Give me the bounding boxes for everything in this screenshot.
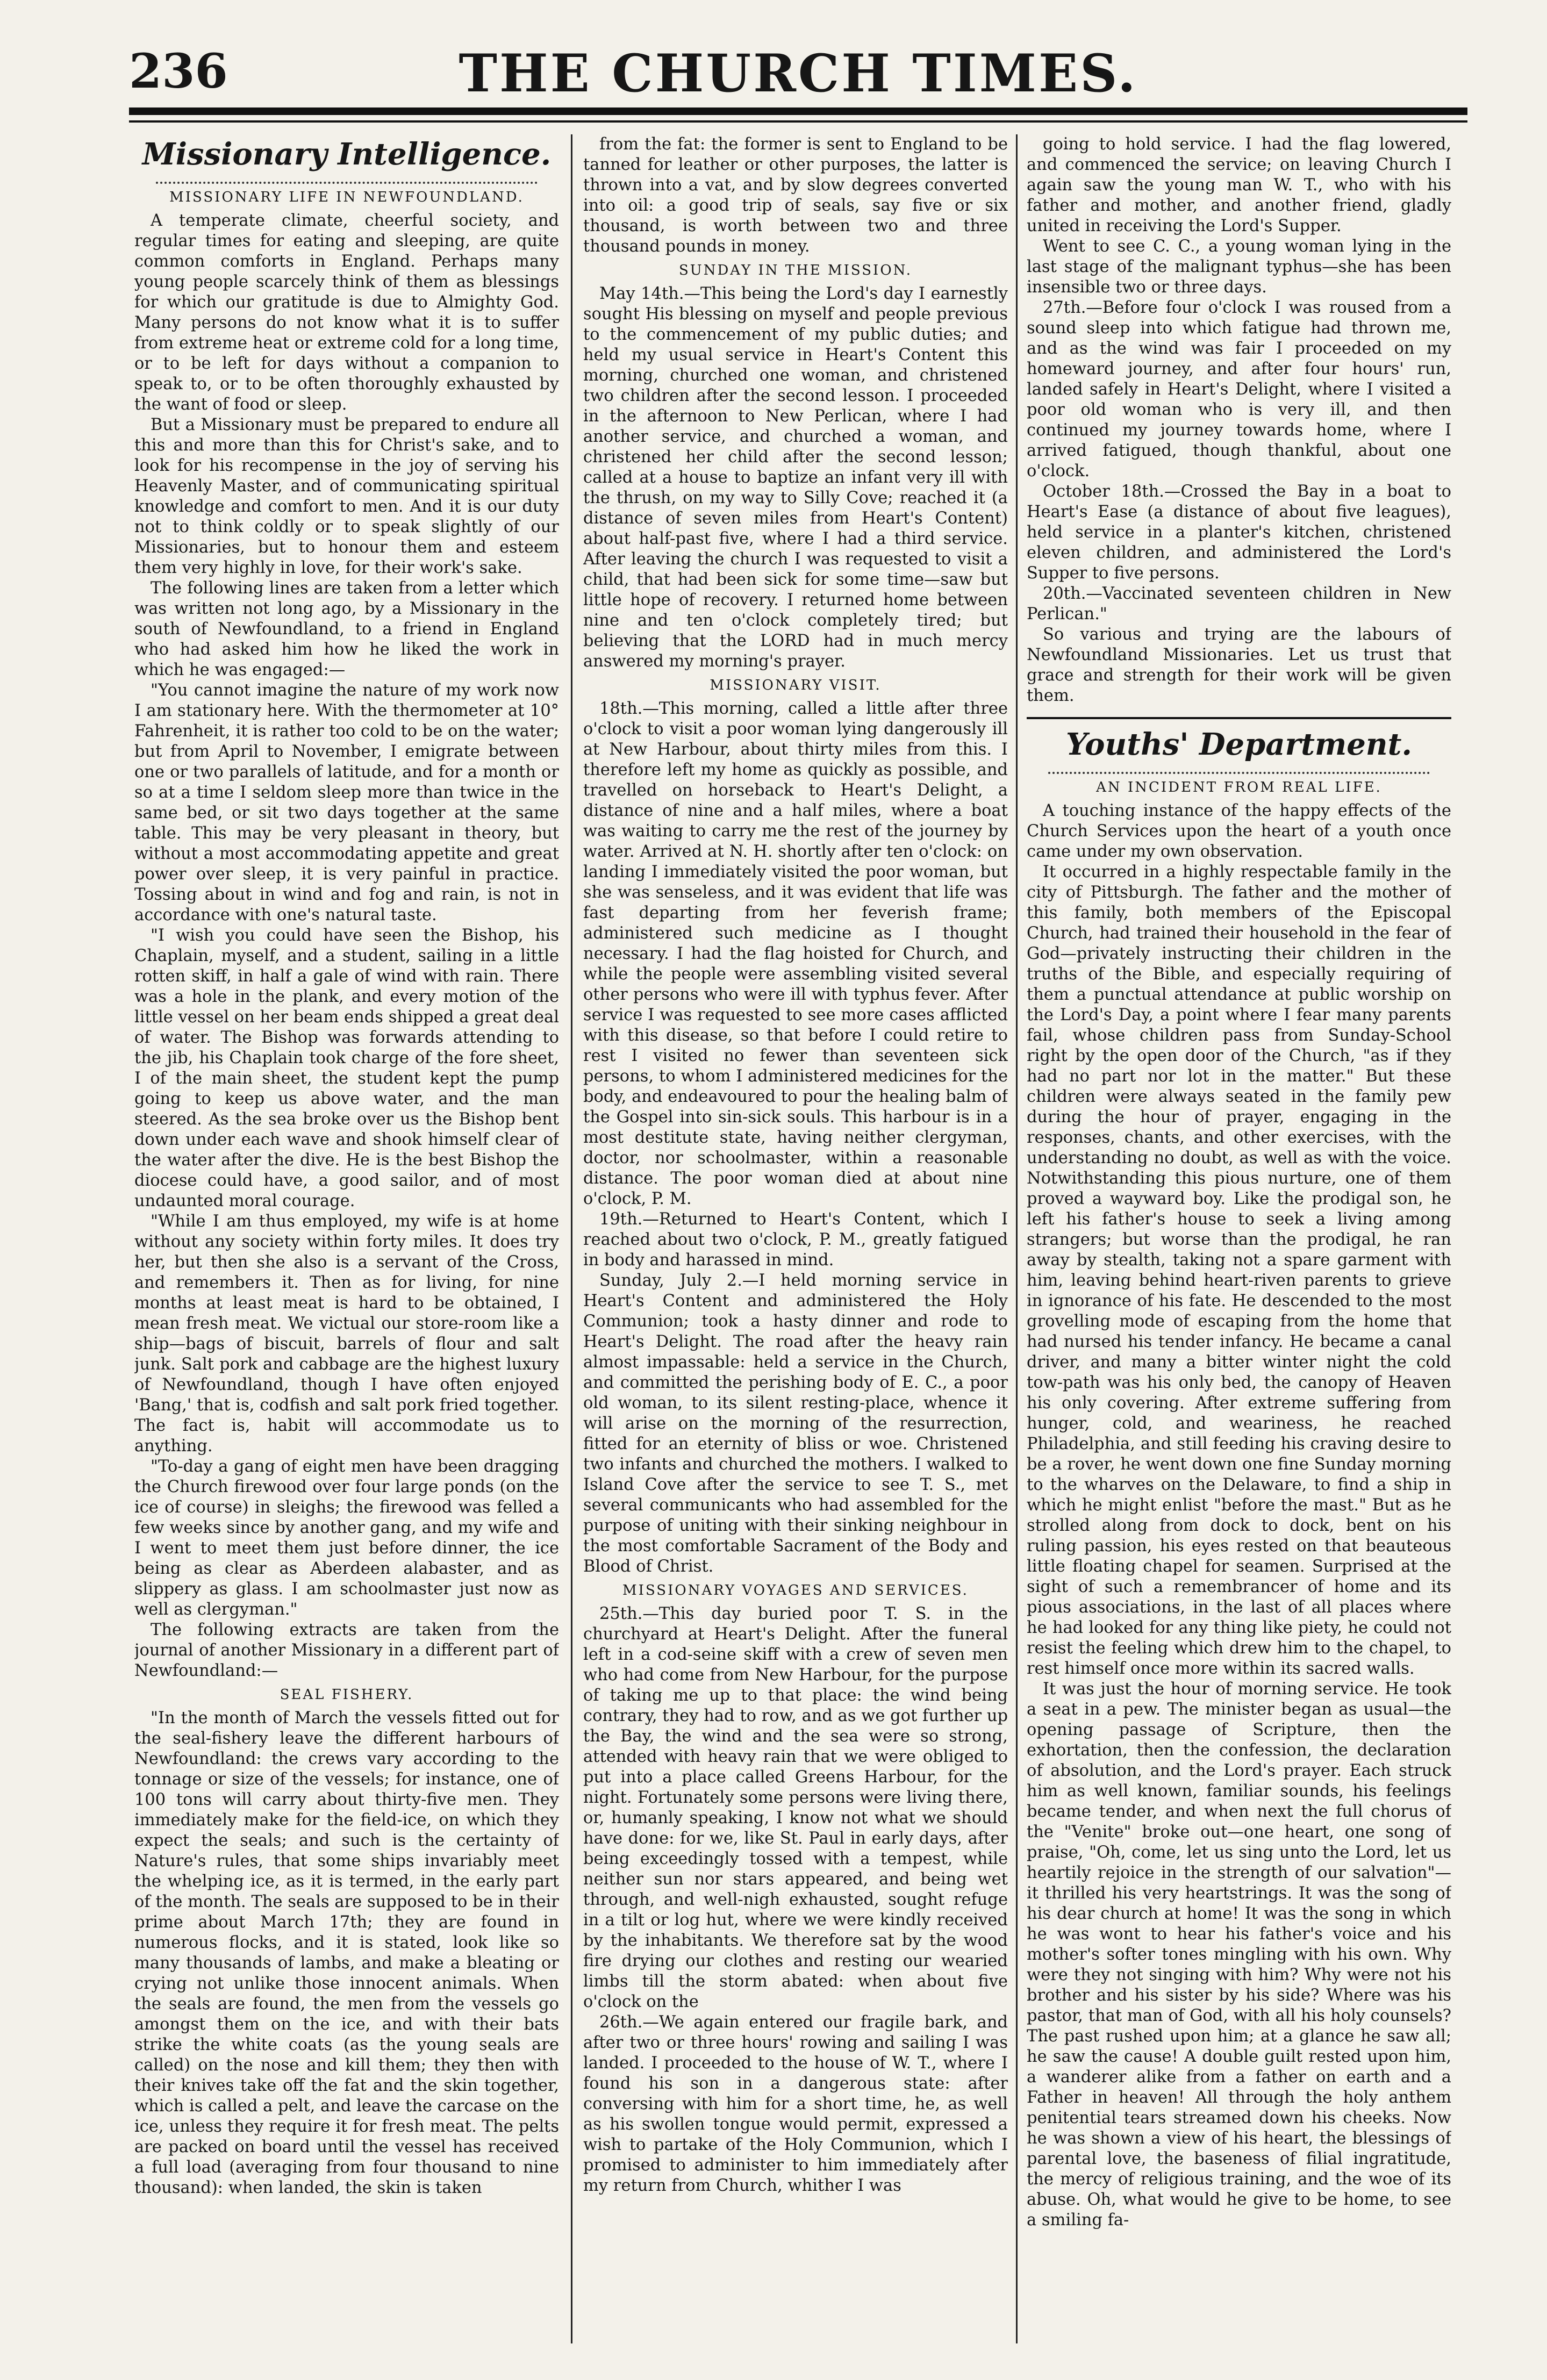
section-title: Youths' Department. bbox=[1066, 727, 1412, 762]
paragraph: A temperate climate, cheerful society, and regular times for eating and sleeping, are quite common comforts in England. Perhaps many young people scarcely think of them as blessings for which our gratitude is due to Almighty God. Many persons do not know what it is to suffer from extreme heat or extreme cold for a long time, or to be left for days without a companion to speak to, or to be often thoroughly exhausted by the want of food or sleep. bbox=[134, 211, 559, 414]
paragraph: from the fat: the former is sent to England to be tanned for leather or other purposes, the latter is thrown into a vat, and by slow degrees converted into oil: a good trip of seals, say five or six thousand, is worth between two and three thousand pounds in money. bbox=[583, 135, 1008, 256]
paragraph: "While I am thus employed, my wife is at home without any society within forty miles. It does try her, but then she also is a servant of the Cross, and remembers it. Then as for living, for nine months at least meat is hard to be obtained, I mean fresh meat. We victual our store-room like a ship—bags of biscuit, barrels of flour and salt junk. Salt pork and cabbage are the highest luxury of Newfoundland, though I have often enjoyed 'Bang,' that is, codfish and salt pork fried together. The fact is, habit will accommodate us to anything. bbox=[134, 1212, 559, 1456]
paragraph: But a Missionary must be prepared to endure all this and more than this for Christ's sake, and to look for his recompense in the joy of serving his Heavenly Master, and of communicating spiritual knowledge and comfort to men. And it is our duty not to think coldly or to speak slightly of our Missionaries, but to honour them and esteem them very highly in love, for their work's sake. bbox=[134, 415, 559, 577]
article-subhead: MISSIONARY VOYAGES AND SERVICES. bbox=[622, 1582, 969, 1598]
ornamental-rule bbox=[156, 175, 538, 184]
paragraph: Sunday, July 2.—I held morning service in Heart's Content and administered the Holy Communion; took a hasty dinner and rode to Heart's Delight. The road after the heavy rain almost impassable: held a service in the Church, and committed the perishing body of E. C., a poor old woman, to its silent resting-place, whence it will arise on the morning of the resurrection, fitted for an eternity of bliss or woe. Christened two infants and churched the mothers. I walked to Island Cove after the service to see T. S., met several communicants who had assembled for the purpose of uniting with their sinking neighbour in the most comfortable Sacrament of the Body and Blood of Christ. bbox=[583, 1271, 1008, 1576]
paragraph: "I wish you could have seen the Bishop, his Chaplain, myself, and a student, sailing in a little rotten skiff, in half a gale of wind with rain. There was a hole in the plank, and every motion of the little vessel on her beam ends shipped a great deal of water. The Bishop was forwards attending to the jib, his Chaplain took charge of the fore sheet, I of the main sheet, the student kept the pump going to keep us above water, and the man steered. As the sea broke over us the Bishop bent down under each wave and shook himself clear of the water after the dive. He is the best Bishop the diocese could have, a good sailor, and of most undaunted moral courage. bbox=[134, 926, 559, 1210]
paragraph: "To-day a gang of eight men have been dragging the Church firewood over four large ponds (on the ice of course) in sleighs; the firewood was felled a few weeks since by another gang, and my wife and I went to meet them just before dinner, the ice being as clear as Aberdeen alabaster, and as slippery as glass. I am schoolmaster just now as well as clergyman." bbox=[134, 1457, 559, 1619]
header-rule-thick bbox=[129, 107, 1467, 115]
paragraph: going to hold service. I had the flag lowered, and commenced the service; on leaving Church I again saw the young man W. T., who with his father and mother, and another friend, gladly united in receiving the Lord's Supper. bbox=[1027, 135, 1451, 235]
page-number: 236 bbox=[129, 43, 228, 99]
paragraph: It occurred in a highly respectable family in the city of Pittsburgh. The father and the mother of this family, both members of the Episcopal Church, had trained their household in the fear of God—privately instructing their children in the truths of the Bible, and especially requiring of them a punctual attendance at public worship on the Lord's Day, a point where I fear many parents fail, whose children pass from Sunday-School right by the open door of the Church, "as if they had no part nor lot in the matter." But these children were always seated in the family pew during the hour of prayer, engaging in the responses, chants, and other exercises, with the understanding no doubt, as well as with the voice. Notwithstanding this pious nurture, one of them proved a wayward boy. Like the prodigal son, he left his father's house to seek a living among strangers; but worse than the prodigal, he ran away by stealth, taking not a spare garment with him, leaving behind heart-riven parents to grieve in ignorance of his fate. He descended to the most grovelling mode of escaping from the home that had nursed his tender infancy. He became a canal driver, and many a bitter winter night the cold tow-path was his only bed, the canopy of Heaven his only covering. After extreme suffering from hunger, cold, and weariness, he reached Philadelphia, and still feeding his craving desire to be a rover, he went down one fine Sunday morning to the wharves on the Delaware, to find a ship in which he might enlist "before the mast." But as he strolled along from dock to dock, bent on his ruling passion, his eyes rested on that beauteous little floating chapel for seamen. Surprised at the sight of such a remembrancer of home and its pious associations, in the last of all places where he had looked for any thing like piety, he could not resist the feeling which drew him to the chapel, to rest himself once more within its sacred walls. bbox=[1027, 863, 1451, 1678]
paragraph: 27th.—Before four o'clock I was roused from a sound sleep into which fatigue had thrown me, and as the wind was fair I proceeded on my homeward journey, and after four hours' run, landed safely in Heart's Delight, where I visited a poor old woman who is very ill, and then continued my journey towards home, where I arrived fatigued, though thankful, about one o'clock. bbox=[1027, 298, 1451, 481]
paragraph: So various and trying are the labours of Newfoundland Missionaries. Let us trust that grace and strength for their work will be given them. bbox=[1027, 625, 1451, 705]
paragraph: "In the month of March the vessels fitted out for the seal-fishery leave the different harbours of Newfoundland: the crews vary according to the tonnage or size of the vessels; for instance, one of 100 tons will carry about thirty-five men. They immediately make for the field-ice, on which they expect the seals; and such is the certainty of Nature's rules, that some ships invariably meet the whelping ice, as it is termed, in the early part of the month. The seals are supposed to be in their prime about March 17th; they are found in numerous flocks, and it is stated, look like so many thousands of lambs, and make a bleating or crying not unlike those innocent animals. When the seals are found, the men from the vessels go amongst them on the ice, and with their bats strike the white coats (as the young seals are called) on the nose and kill them; they then with their knives take off the fat and the skin together, which is called a pelt, and leave the carcase on the ice, unless they require it for fresh meat. The pelts are packed on board until the vessel has received a full load (averaging from four thousand to nine thousand): when landed, the skin is taken bbox=[134, 1709, 559, 2197]
column-1 bbox=[134, 134, 559, 2349]
column-3 bbox=[1027, 134, 1451, 2349]
article-subhead: MISSIONARY VISIT. bbox=[710, 677, 882, 693]
paragraph: May 14th.—This being the Lord's day I earnestly sought His blessing on myself and people previous to the commencement of my public duties; and held my usual service in Heart's Content this morning, churched one woman, and christened two children after the second lesson. I proceeded in the afternoon to New Perlican, where I had another service, and churched a woman, and christened her child after the second lesson; called at a house to baptize an infant very ill with the thrush, on my way to Silly Cove; reached it (a distance of seven miles from Heart's Content) about half-past five, where I had a third service. After leaving the church I was requested to visit a child, that had been sick for some time—saw but little hope of recovery. I returned home between nine and ten o'clock completely tired; but believing that the LORD had in much mercy answered my morning's prayer. bbox=[583, 284, 1008, 671]
article-subhead: SEAL FISHERY. bbox=[280, 1687, 414, 1703]
paragraph: 25th.—This day buried poor T. S. in the churchyard at Heart's Delight. After the funeral left in a cod-seine skiff with a crew of seven men who had come from New Harbour, for the purpose of taking me up to that place: the wind being contrary, they had to row, and as we got further up the Bay, the wind and the sea were so strong, attended with heavy rain that we were obliged to put into a place called Greens Harbour, for the night. Fortunately some persons were living there, or, humanly speaking, I know not what we should have done: for we, like St. Paul in early days, after being exceedingly tossed with a tempest, while neither sun nor stars appeared, and being wet through, and well-nigh exhausted, sought refuge in a tilt or log hut, where we were kindly received by the inhabitants. We therefore sat by the wood fire drying our clothes and resting our wearied limbs till the storm abated: when about five o'clock on the bbox=[583, 1604, 1008, 2011]
section-title: Missionary Intelligence. bbox=[142, 137, 552, 172]
article-subhead: MISSIONARY LIFE IN NEWFOUNDLAND. bbox=[169, 189, 524, 205]
paragraph: The following extracts are taken from the journal of another Missionary in a different part of Newfoundland:— bbox=[134, 1621, 559, 1680]
masthead-title: THE CHURCH TIMES. bbox=[459, 43, 1138, 104]
column-divider bbox=[571, 134, 572, 2343]
header-rule-thin bbox=[129, 120, 1467, 123]
paragraph: A touching instance of the happy effects of the Church Services upon the heart of a youth once came under my own observation. bbox=[1027, 801, 1451, 861]
page-header bbox=[129, 21, 1467, 102]
ornamental-rule bbox=[1048, 765, 1430, 774]
article-subhead: AN INCIDENT FROM REAL LIFE. bbox=[1096, 779, 1382, 795]
paragraph: The following lines are taken from a letter which was written not long ago, by a Missionary in the south of Newfoundland, to a friend in England who had asked him how he liked the work in which he was engaged:— bbox=[134, 579, 559, 679]
column-divider bbox=[1016, 134, 1018, 2343]
paragraph: "You cannot imagine the nature of my work now I am stationary here. With the thermometer at 10° Fahrenheit, it is rather too cold to be on the water; but from April to November, I emigrate between one or two parallels of latitude, and for a month or so at a time I seldom sleep more than twice in the same bed, or sit two days together at the same table. This may be very pleasant in theory, but without a most accommodating appetite and great power over sleep, it is very painful in practice. Tossing about in wind and fog and rain, is not in accordance with one's natural taste. bbox=[134, 681, 559, 924]
paragraph: 19th.—Returned to Heart's Content, which I reached about two o'clock, P. M., greatly fatigued in body and harassed in mind. bbox=[583, 1210, 1008, 1270]
paragraph: October 18th.—Crossed the Bay in a boat to Heart's Ease (a distance of about five leagues), held service in a planter's kitchen, christened eleven children, and administered the Lord's Supper to five persons. bbox=[1027, 482, 1451, 583]
article-subhead: SUNDAY IN THE MISSION. bbox=[678, 262, 912, 278]
paragraph: Went to see C. C., a young woman lying in the last stage of the malignant typhus—she has been insensible two or three days. bbox=[1027, 237, 1451, 297]
paragraph: It was just the hour of morning service. He took a seat in a pew. The minister began as usual—the opening passage of Scripture, then the exhortation, then the confession, the declaration of absolution, and the Lord's prayer. Each struck him as well known, familiar sounds, his feelings became tender, and when next the full chorus of the "Venite" broke out—one heart, one song of praise, "Oh, come, let us sing unto the Lord, let us heartily rejoice in the strength of our salvation"—it thrilled his very heartstrings. It was the song of his dear church at home! It was the song in which he was wont to hear his father's voice and his mother's softer tones mingling with his own. Why were they not singing with him? Why were not his brother and his sister by his side? Where was his pastor, that man of God, with all his holy counsels? The past rushed upon him; at a glance he saw all; he saw the cause! A double guilt rested upon him, a wanderer alike from a father on earth and a Father in heaven! All through the holy anthem penitential tears streamed down his cheeks. Now he was shown a view of his heart, the blessings of parental love, the baseness of filial ingratitude, the mercy of religious training, and the woe of its abuse. Oh, what would he give to be home, to see a smiling fa- bbox=[1027, 1680, 1451, 2230]
paragraph: 20th.—Vaccinated seventeen children in New Perlican." bbox=[1027, 584, 1451, 623]
column-2 bbox=[583, 134, 1008, 2349]
section-separator bbox=[1027, 717, 1451, 719]
paragraph: 18th.—This morning, called a little after three o'clock to visit a poor woman lying dangerously ill at New Harbour, about thirty miles from this. I therefore left my home as quickly as possible, and travelled on horseback to Heart's Delight, a distance of nine and a half miles, where a boat was waiting to carry me the rest of the journey by water. Arrived at N. H. shortly after ten o'clock: on landing I immediately visited the poor woman, but she was senseless, and it was evident that life was fast departing from her feverish frame; administered such medicine as I thought necessary. I had the flag hoisted for Church, and while the people were assembling visited several other persons who were ill with typhus fever. After service I was requested to see more cases afflicted with this disease, so that before I could retire to rest I visited no fewer than seventeen sick persons, to whom I administered medicines for the body, and endeavoured to pour the healing balm of the Gospel into sin-sick souls. This harbour is in a most destitute state, having neither clergyman, doctor, nor schoolmaster, within a reasonable distance. The poor woman died at about nine o'clock, P. M. bbox=[583, 699, 1008, 1208]
paragraph: 26th.—We again entered our fragile bark, and after two or three hours' rowing and sailing I was landed. I proceeded to the house of W. T., where I found his son in a dangerous state: after conversing with him for a short time, he, as well as his swollen tongue would permit, expressed a wish to partake of the Holy Communion, which I promised to administer to him immediately after my return from Church, whither I was bbox=[583, 2013, 1008, 2195]
